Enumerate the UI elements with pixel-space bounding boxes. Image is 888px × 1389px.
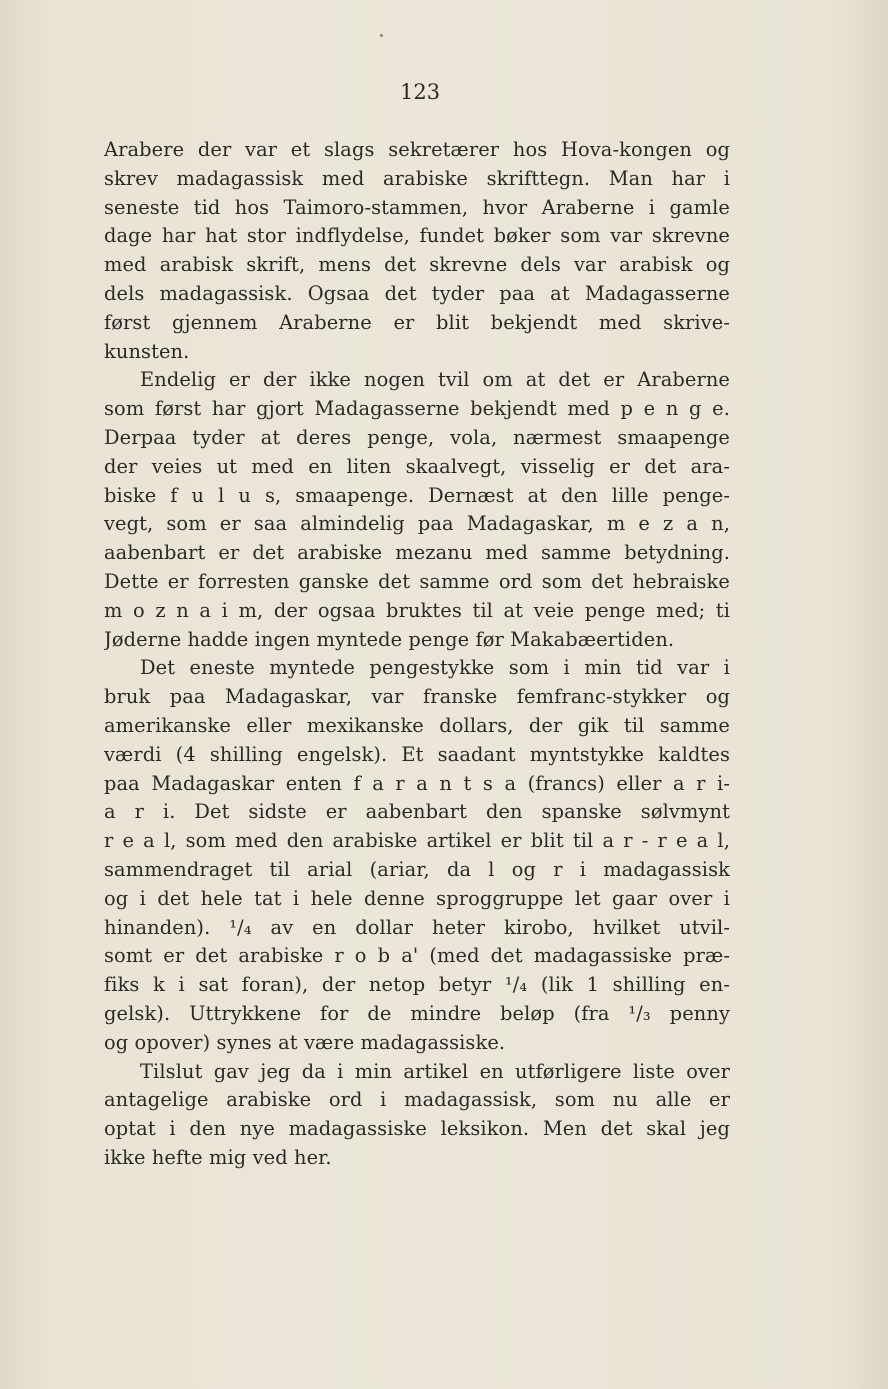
text-line: Arabere der var et slags sekretærer hos Hova-kongen og: [104, 138, 730, 161]
text-line: somt er det arabiske r o b a' (med det madagassiske præ-: [104, 944, 730, 968]
text-line: Jøderne hadde ingen myntede penge før Makabæertiden.: [104, 627, 675, 651]
text-line: Derpaa tyder at deres penge, vola, nærmest smaapenge: [104, 425, 730, 449]
text-line: optat i den nye madagassiske leksikon. Men det skal jeg: [104, 1117, 730, 1141]
paper-speck: [380, 34, 383, 37]
text-line: a r i. Det sidste er aabenbart den spanske sølvmynt: [104, 800, 730, 824]
text-line: dels madagassisk. Ogsaa det tyder paa at Madagasserne: [104, 281, 730, 305]
text-line: paa Madagaskar enten f a r a n t s a (francs) eller a r i-: [104, 771, 730, 795]
text-line: der veies ut med en liten skaalvegt, visselig er det ara-: [104, 454, 730, 478]
text-line: kunsten.: [104, 339, 190, 363]
text-line: og i det hele tat i hele denne sproggruppe let gaar over i: [104, 886, 730, 910]
text-line: Tilslut gav jeg da i min artikel en utførligere liste over: [140, 1059, 730, 1083]
text-line: bruk paa Madagaskar, var franske femfranc-stykker og: [104, 685, 730, 709]
text-line: værdi (4 shilling engelsk). Et saadant myntstykke kaldtes: [104, 742, 730, 766]
text-line: Endelig er der ikke nogen tvil om at det er Araberne: [140, 368, 730, 392]
text-line: hinanden). ¹/₄ av en dollar heter kirobo, hvilket utvil-: [104, 915, 730, 939]
text-line: som først har gjort Madagasserne bekjendt med p e n g e.: [104, 397, 730, 421]
text-line: fiks k i sat foran), der netop betyr ¹/₄ (lik 1 shilling en-: [104, 973, 730, 997]
text-line: seneste tid hos Taimoro-stammen, hvor Araberne i gamle: [104, 195, 730, 219]
text-line: r e a l, som med den arabiske artikel er blit til a r - r e a l,: [104, 829, 730, 853]
text-line: Det eneste myntede pengestykke som i min tid var i: [140, 656, 730, 680]
text-line: ikke hefte mig ved her.: [104, 1145, 332, 1169]
text-line: amerikanske eller mexikanske dollars, der gik til samme: [104, 713, 730, 737]
text-line: aabenbart er det arabiske mezanu med samme betydning.: [104, 541, 730, 565]
text-line: biske f u l u s, smaapenge. Dernæst at den lille penge-: [104, 483, 730, 507]
body-text: [104, 136, 730, 1173]
text-line: med arabisk skrift, mens det skrevne dels var arabisk og: [104, 253, 730, 277]
text-line: gelsk). Uttrykkene for de mindre beløp (fra ¹/₃ penny: [104, 1001, 730, 1025]
text-line: dage har hat stor indflydelse, fundet bøker som var skrevne: [104, 224, 730, 248]
text-line: Dette er forresten ganske det samme ord som det hebraiske: [104, 569, 730, 593]
text-line: sammendraget til arial (ariar, da l og r i madagassisk: [104, 857, 730, 881]
text-line: antagelige arabiske ord i madagassisk, som nu alle er: [104, 1088, 730, 1112]
text-line: først gjennem Araberne er blit bekjendt med skrive-: [104, 310, 730, 334]
text-line: og opover) synes at være madagassiske.: [104, 1030, 506, 1054]
text-line: m o z n a i m, der ogsaa bruktes til at veie penge med; ti: [104, 598, 730, 622]
text-line: skrev madagassisk med arabiske skrifttegn. Man har i: [104, 166, 730, 190]
page-number: 123: [400, 80, 441, 104]
text-line: vegt, som er saa almindelig paa Madagaskar, m e z a n,: [104, 512, 730, 536]
